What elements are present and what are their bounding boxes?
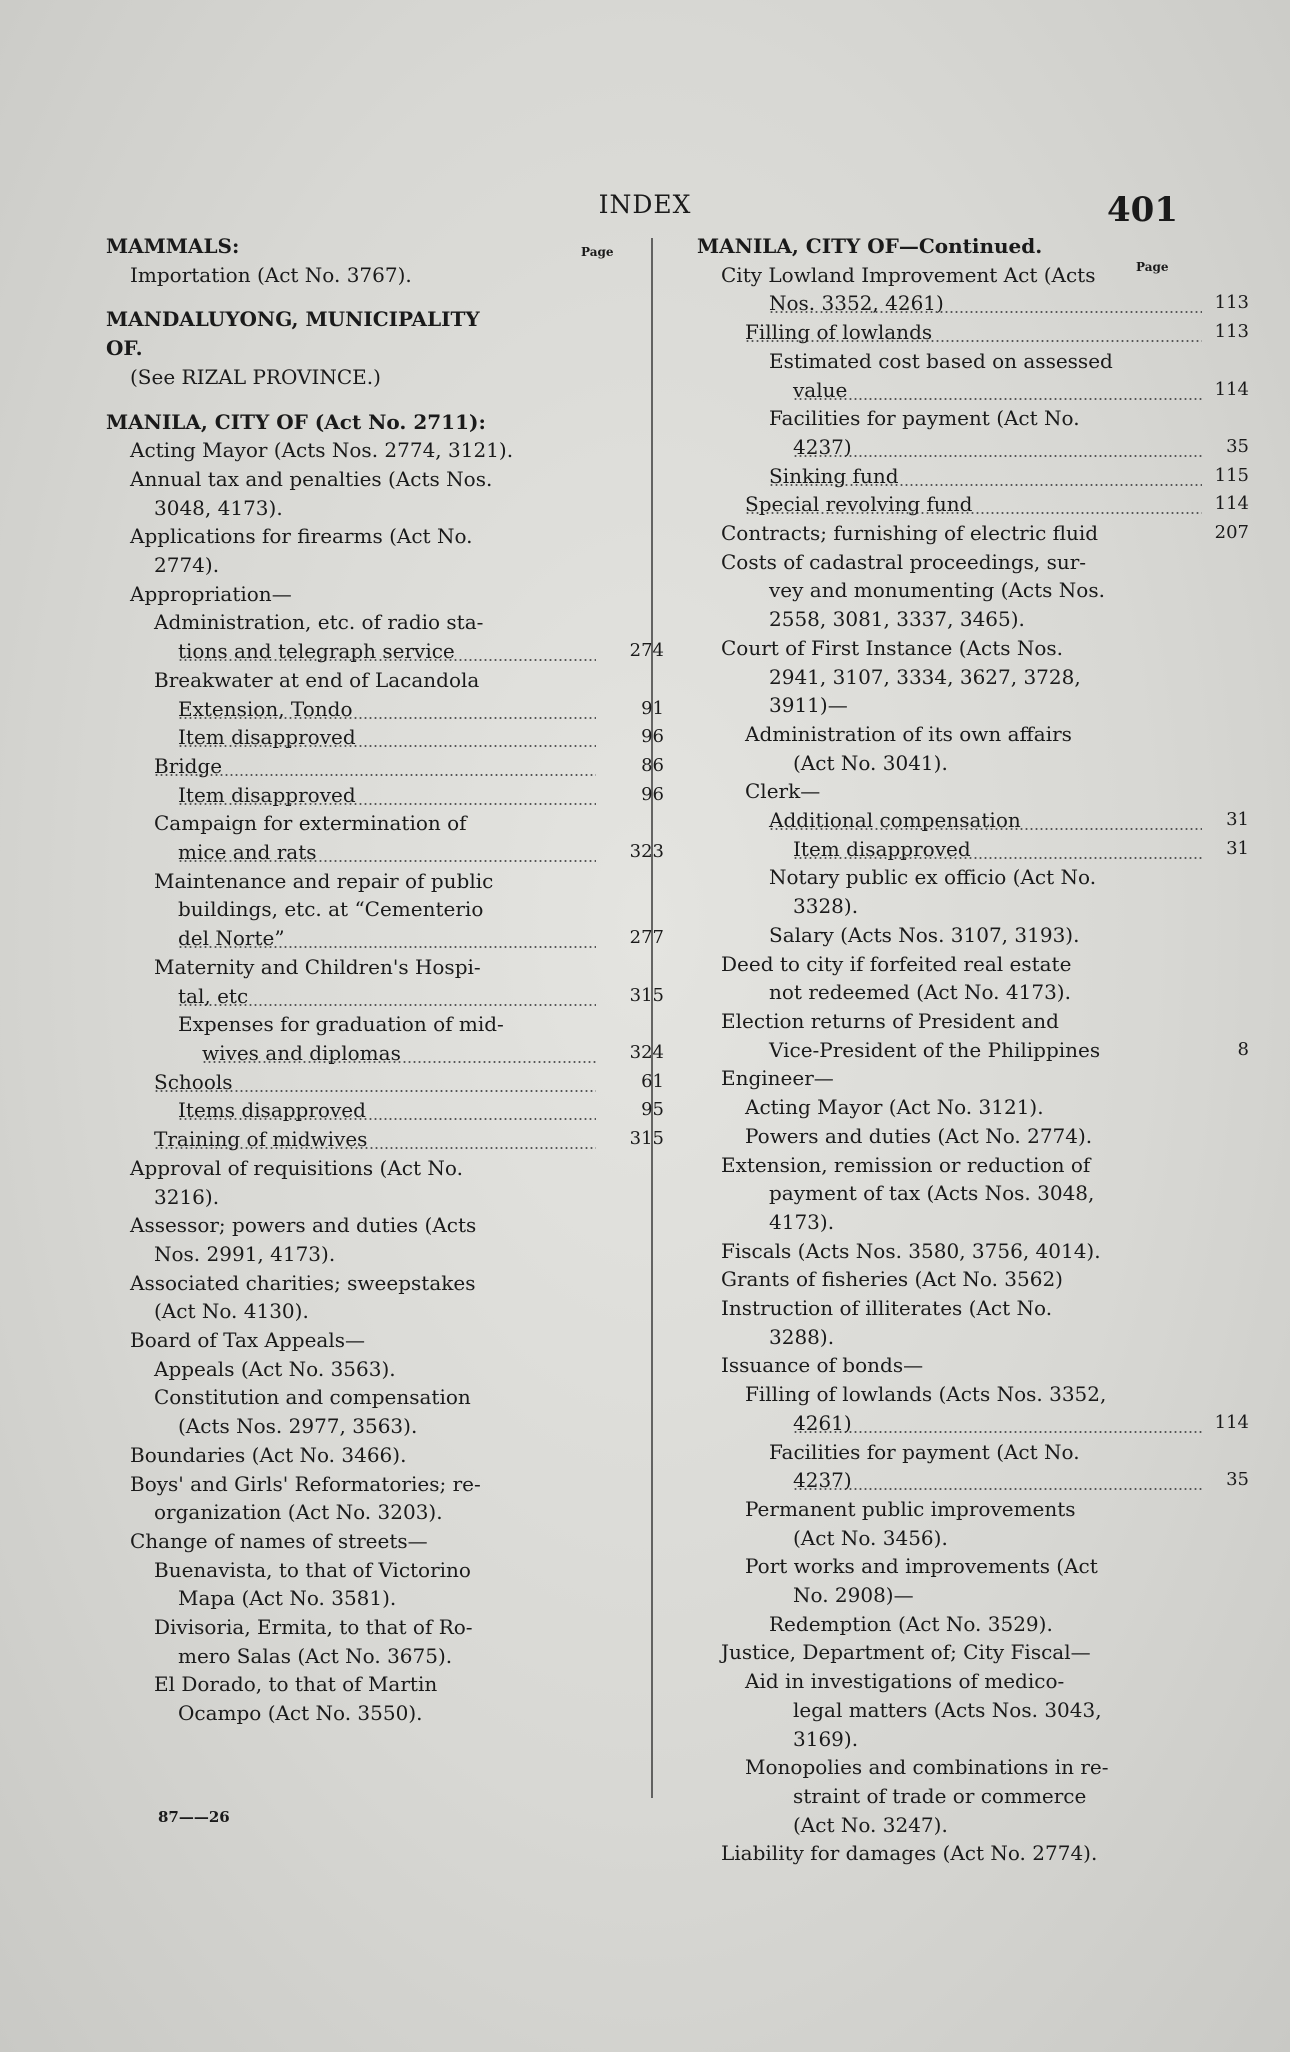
index-entry-text: mero Salas (Act No. 3675).: [178, 1643, 453, 1668]
index-entry-text: 3328).: [793, 894, 859, 919]
index-entry-text: 3169).: [793, 1726, 859, 1751]
index-entry: [697, 289, 1249, 318]
page-reference: 96: [641, 783, 664, 805]
page-reference: 277: [629, 927, 664, 949]
index-entry: [106, 608, 596, 637]
index-entry: [106, 1584, 596, 1613]
page-reference: 207: [1214, 522, 1249, 544]
index-entry: [106, 838, 664, 867]
index-entry: [697, 1524, 1202, 1553]
index-entry-text: Sinking fund: [769, 462, 1202, 491]
index-entry: [697, 1667, 1202, 1696]
index-entry: [106, 1383, 596, 1412]
index-entry-text: vey and monumenting (Acts Nos.: [769, 578, 1105, 603]
index-entry-text: Acting Mayor (Acts Nos. 2774, 3121).: [130, 438, 514, 463]
index-entry-text: Estimated cost based on assessed: [769, 348, 1113, 373]
index-entry-text: Facilities for payment (Act No.: [769, 406, 1080, 431]
index-entry: [106, 1470, 596, 1499]
index-entry-text: (Act No. 3456).: [793, 1525, 948, 1550]
entry-gap: [106, 289, 596, 305]
index-entry-text: tions and telegraph service: [178, 637, 596, 666]
index-entry-text: Training of midwives: [154, 1125, 596, 1154]
index-entry: [697, 462, 1249, 491]
index-entry: [106, 334, 596, 363]
index-entry-text: not redeemed (Act No. 4173).: [769, 980, 1071, 1005]
index-entry: [106, 1211, 596, 1240]
index-entry-text: Board of Tax Appeals—: [130, 1328, 365, 1353]
page-reference: 31: [1226, 809, 1249, 831]
index-entry-text: (See RIZAL PROVINCE.): [130, 364, 381, 389]
index-entry-text: buildings, etc. at “Cementerio: [178, 897, 484, 922]
index-entry: [106, 1642, 596, 1671]
index-entry: [697, 749, 1202, 778]
index-entry: [697, 1237, 1202, 1266]
index-entry-text: mice and rats: [178, 838, 596, 867]
index-entry-text: Permanent public improvements: [745, 1496, 1076, 1521]
index-entry: [106, 363, 596, 392]
index-entry: [697, 720, 1202, 749]
index-entry-text: Clerk—: [745, 779, 821, 804]
index-entry-text: MANILA, CITY OF (Act No. 2711):: [106, 409, 486, 434]
index-entry-text: Monopolies and combinations in re-: [745, 1755, 1109, 1780]
index-entry: [106, 1154, 596, 1183]
index-entry: [697, 1438, 1202, 1467]
index-entry-text: (Act No. 4130).: [154, 1299, 309, 1324]
index-entry: [697, 1294, 1202, 1323]
page-reference: 91: [641, 697, 664, 719]
index-entry-text: Appropriation—: [130, 581, 292, 606]
index-entry: [697, 1466, 1249, 1495]
index-entry: [106, 232, 596, 261]
index-entry-text: Associated charities; sweepstakes: [130, 1270, 476, 1295]
right-page-column-label: Page: [1136, 260, 1169, 274]
index-entry-text: El Dorado, to that of Martin: [154, 1672, 438, 1697]
index-entry: [697, 950, 1202, 979]
index-entry-text: 3288).: [769, 1324, 835, 1349]
index-entry: [106, 982, 664, 1011]
index-entry: [697, 1638, 1202, 1667]
index-entry: [697, 663, 1202, 692]
index-entry-text: Change of names of streets—: [130, 1528, 428, 1553]
index-entry: [106, 809, 596, 838]
page-reference: 35: [1226, 435, 1249, 457]
index-entry: [106, 924, 664, 953]
index-entry-text: Election returns of President and: [721, 1008, 1059, 1033]
index-entry-text: Instruction of illiterates (Act No.: [721, 1296, 1053, 1321]
index-entry: [697, 1782, 1202, 1811]
index-entry-text: value: [793, 376, 1202, 405]
index-entry: [106, 1240, 596, 1269]
index-entry: [106, 1556, 596, 1585]
index-entry: [697, 806, 1249, 835]
index-entry: [697, 1179, 1202, 1208]
index-entry: [106, 953, 596, 982]
index-entry: [697, 1495, 1202, 1524]
index-entry: [697, 548, 1202, 577]
index-entry: [106, 666, 596, 695]
index-entry-text: (Acts Nos. 2977, 3563).: [178, 1414, 418, 1439]
page-reference: 315: [629, 1128, 664, 1150]
index-entry: [106, 436, 596, 465]
index-entry-text: Item disapproved: [793, 835, 1202, 864]
index-entry: [697, 1093, 1202, 1122]
index-entry: [106, 305, 596, 334]
index-entry: [697, 1323, 1202, 1352]
index-entry-text: 3911)—: [769, 693, 848, 718]
index-entry: [697, 892, 1202, 921]
index-entry: [697, 978, 1202, 1007]
index-entry-text: 4237): [793, 433, 1202, 462]
index-entry-text: Aid in investigations of medico-: [745, 1669, 1065, 1694]
index-entry-text: Contracts; furnishing of electric fluid: [721, 521, 1099, 546]
index-entry: [106, 1670, 596, 1699]
index-entry-text: 3216).: [154, 1184, 220, 1209]
index-entry: [106, 1125, 664, 1154]
index-entry: [697, 1725, 1202, 1754]
index-entry: [106, 1441, 596, 1470]
index-entry: [697, 921, 1202, 950]
index-entry: [106, 522, 596, 551]
index-entry: [697, 576, 1202, 605]
index-entry: [106, 1355, 596, 1384]
index-entry: [697, 1351, 1202, 1380]
index-entry-text: Filling of lowlands: [745, 318, 1202, 347]
index-entry: [697, 1122, 1202, 1151]
index-entry-text: 4261): [793, 1409, 1202, 1438]
index-entry-text: Powers and duties (Act No. 2774).: [745, 1123, 1093, 1148]
page-reference: 113: [1214, 321, 1249, 343]
index-entry: [697, 1036, 1249, 1065]
index-entry: [106, 1412, 596, 1441]
entry-gap: [106, 392, 596, 408]
index-entry-text: wives and diplomas: [202, 1039, 596, 1068]
index-entry: [697, 634, 1202, 663]
index-entry-text: Facilities for payment (Act No.: [769, 1439, 1080, 1464]
page-reference: 35: [1226, 1469, 1249, 1491]
index-entry: [697, 1380, 1202, 1409]
index-entry-text: 2774).: [154, 553, 220, 578]
index-entry: [697, 519, 1249, 548]
index-entry: [106, 494, 596, 523]
index-entry-text: Grants of fisheries (Act No. 3562): [721, 1267, 1063, 1292]
index-entry-text: Port works and improvements (Act: [745, 1554, 1098, 1579]
index-entry: [106, 895, 596, 924]
index-entry-text: Divisoria, Ermita, to that of Ro-: [154, 1615, 473, 1640]
index-entry-text: Bridge: [154, 752, 596, 781]
page-reference: 323: [629, 841, 664, 863]
index-entry: [697, 490, 1249, 519]
index-entry-text: Item disapproved: [178, 781, 596, 810]
index-entry-text: OF.: [106, 336, 143, 361]
index-entry: [106, 1068, 664, 1097]
index-entry: [106, 1326, 596, 1355]
index-entry-text: Breakwater at end of Lacandola: [154, 667, 480, 692]
index-entry-text: Item disapproved: [178, 723, 596, 752]
index-entry: [106, 580, 596, 609]
index-entry: [697, 1696, 1202, 1725]
page-reference: 114: [1214, 378, 1249, 400]
page-reference: 115: [1214, 464, 1249, 486]
index-entry-text: Notary public ex officio (Act No.: [769, 865, 1097, 890]
index-entry: [106, 261, 596, 290]
index-entry: [106, 1699, 596, 1728]
index-entry: [106, 1010, 596, 1039]
index-entry: [106, 752, 664, 781]
index-entry: [697, 1208, 1202, 1237]
index-entry-text: Nos. 2991, 4173).: [154, 1241, 336, 1266]
index-entry: [106, 723, 664, 752]
index-entry-text: Assessor; powers and duties (Acts: [130, 1213, 477, 1238]
index-entry: [106, 408, 596, 437]
index-entry-text: 3048, 4173).: [154, 495, 283, 520]
page-reference: 114: [1214, 493, 1249, 515]
index-entry-text: Constitution and compensation: [154, 1385, 471, 1410]
index-entry: [106, 1527, 596, 1556]
index-entry: [106, 1183, 596, 1212]
index-entry-text: Salary (Acts Nos. 3107, 3193).: [769, 922, 1080, 947]
index-entry-text: Ocampo (Act No. 3550).: [178, 1701, 423, 1726]
index-entry: [697, 1552, 1202, 1581]
index-entry: [697, 1007, 1202, 1036]
index-entry: [697, 404, 1202, 433]
index-entry-text: Liability for damages (Act No. 2774).: [721, 1841, 1098, 1866]
index-entry-text: Appeals (Act No. 3563).: [154, 1356, 396, 1381]
index-entry-text: City Lowland Improvement Act (Acts: [721, 262, 1096, 287]
index-entry-text: Redemption (Act No. 3529).: [769, 1611, 1053, 1636]
index-entry: [697, 863, 1202, 892]
page-reference: 86: [641, 754, 664, 776]
page-reference: 8: [1237, 1038, 1249, 1060]
page-reference: 96: [641, 726, 664, 748]
index-entry-text: Special revolving fund: [745, 490, 1202, 519]
index-entry-text: Items disapproved: [178, 1096, 596, 1125]
index-entry: [697, 318, 1249, 347]
index-entry: [697, 261, 1202, 290]
index-entry-text: Justice, Department of; City Fiscal—: [721, 1640, 1091, 1665]
index-entry-text: Engineer—: [721, 1066, 834, 1091]
index-entry-text: tal, etc: [178, 982, 596, 1011]
index-entry: [697, 1581, 1202, 1610]
index-entry-text: Campaign for extermination of: [154, 811, 467, 836]
index-entry-text: payment of tax (Acts Nos. 3048,: [769, 1181, 1095, 1206]
index-entry: [106, 1498, 596, 1527]
page-header: INDEX: [598, 190, 692, 219]
index-entry-text: Importation (Act No. 3767).: [130, 262, 412, 287]
index-entry: [697, 835, 1249, 864]
index-entry-text: straint of trade or commerce: [793, 1783, 1087, 1808]
index-entry-text: Mapa (Act No. 3581).: [178, 1586, 397, 1611]
index-entry-text: Deed to city if forfeited real estate: [721, 951, 1072, 976]
index-entry: [697, 1811, 1202, 1840]
index-entry: [106, 867, 596, 896]
index-entry: [697, 691, 1202, 720]
signature-mark: 87——26: [158, 1808, 230, 1826]
page-reference: 274: [629, 640, 664, 662]
index-entry-text: 2941, 3107, 3334, 3627, 3728,: [769, 664, 1081, 689]
index-entry-text: Additional compensation: [769, 806, 1202, 835]
index-entry-text: Extension, remission or reduction of: [721, 1152, 1091, 1177]
index-entry-text: (Act No. 3041).: [793, 750, 948, 775]
page-reference: 324: [629, 1041, 664, 1063]
index-entry-text: Approval of requisitions (Act No.: [130, 1155, 463, 1180]
index-entry-text: Administration of its own affairs: [745, 721, 1072, 746]
index-entry: [106, 1096, 664, 1125]
page-reference: 114: [1214, 1411, 1249, 1433]
index-entry: [697, 1610, 1202, 1639]
index-entry-text: Expenses for graduation of mid-: [178, 1012, 504, 1037]
index-entry-text: Annual tax and penalties (Acts Nos.: [130, 466, 493, 491]
right-index-column: [697, 232, 1249, 1868]
index-entry-text: del Norte”: [178, 924, 596, 953]
index-entry: [697, 232, 1202, 261]
index-entry: [697, 777, 1202, 806]
index-entry: [106, 637, 664, 666]
index-entry-text: Administration, etc. of radio sta-: [154, 610, 484, 635]
index-entry-text: Extension, Tondo: [178, 695, 596, 724]
index-entry-text: organization (Act No. 3203).: [154, 1500, 443, 1525]
page-reference: 315: [629, 984, 664, 1006]
page-reference: 95: [641, 1099, 664, 1121]
index-entry: [697, 433, 1249, 462]
index-entry-text: MANDALUYONG, MUNICIPALITY: [106, 307, 480, 332]
column-divider: [651, 238, 653, 1798]
index-entry: [697, 1753, 1202, 1782]
index-entry-text: legal matters (Acts Nos. 3043,: [793, 1697, 1102, 1722]
index-entry-text: (Act No. 3247).: [793, 1812, 948, 1837]
index-entry-text: 2558, 3081, 3337, 3465).: [769, 607, 1025, 632]
index-entry: [697, 1064, 1202, 1093]
index-entry-text: Applications for firearms (Act No.: [130, 524, 473, 549]
index-entry: [697, 1151, 1202, 1180]
index-entry: [106, 695, 664, 724]
index-entry-text: No. 2908)—: [793, 1583, 914, 1608]
index-entry-text: Vice-President of the Philippines: [769, 1037, 1101, 1062]
index-entry: [106, 1613, 596, 1642]
index-entry: [697, 605, 1202, 634]
index-entry: [106, 1297, 596, 1326]
index-entry: [106, 1269, 596, 1298]
left-page-column-label: Page: [581, 245, 614, 259]
index-entry-text: Court of First Instance (Acts Nos.: [721, 635, 1064, 660]
index-entry-text: 4173).: [769, 1209, 835, 1234]
index-entry-text: Issuance of bonds—: [721, 1353, 924, 1378]
index-entry-text: MANILA, CITY OF—Continued.: [697, 234, 1043, 258]
index-entry: [697, 376, 1249, 405]
index-entry: [697, 347, 1202, 376]
index-entry-text: Boundaries (Act No. 3466).: [130, 1442, 407, 1467]
index-entry-text: Filling of lowlands (Acts Nos. 3352,: [745, 1382, 1107, 1407]
index-entry: [697, 1265, 1202, 1294]
index-entry-text: Maintenance and repair of public: [154, 868, 494, 893]
index-entry: [106, 465, 596, 494]
index-entry-text: Boys' and Girls' Reformatories; re-: [130, 1471, 481, 1496]
index-entry: [697, 1409, 1249, 1438]
index-entry: [106, 1039, 664, 1068]
page-reference: 61: [641, 1070, 664, 1092]
index-entry-text: 4237): [793, 1466, 1202, 1495]
index-entry: [106, 551, 596, 580]
index-entry-text: Maternity and Children's Hospi-: [154, 954, 481, 979]
index-entry-text: Costs of cadastral proceedings, sur-: [721, 549, 1087, 574]
index-entry-text: Acting Mayor (Act No. 3121).: [745, 1095, 1044, 1120]
page-reference: 113: [1214, 292, 1249, 314]
page-number: 401: [1107, 190, 1178, 230]
index-entry-text: Buenavista, to that of Victorino: [154, 1557, 471, 1582]
index-entry: [106, 781, 664, 810]
index-entry-text: Fiscals (Acts Nos. 3580, 3756, 4014).: [721, 1238, 1101, 1263]
index-entry-text: Nos. 3352, 4261): [769, 289, 1202, 318]
index-entry-text: MAMMALS:: [106, 234, 240, 258]
page-reference: 31: [1226, 837, 1249, 859]
index-entry: [697, 1839, 1202, 1868]
index-entry-text: Schools: [154, 1068, 596, 1097]
